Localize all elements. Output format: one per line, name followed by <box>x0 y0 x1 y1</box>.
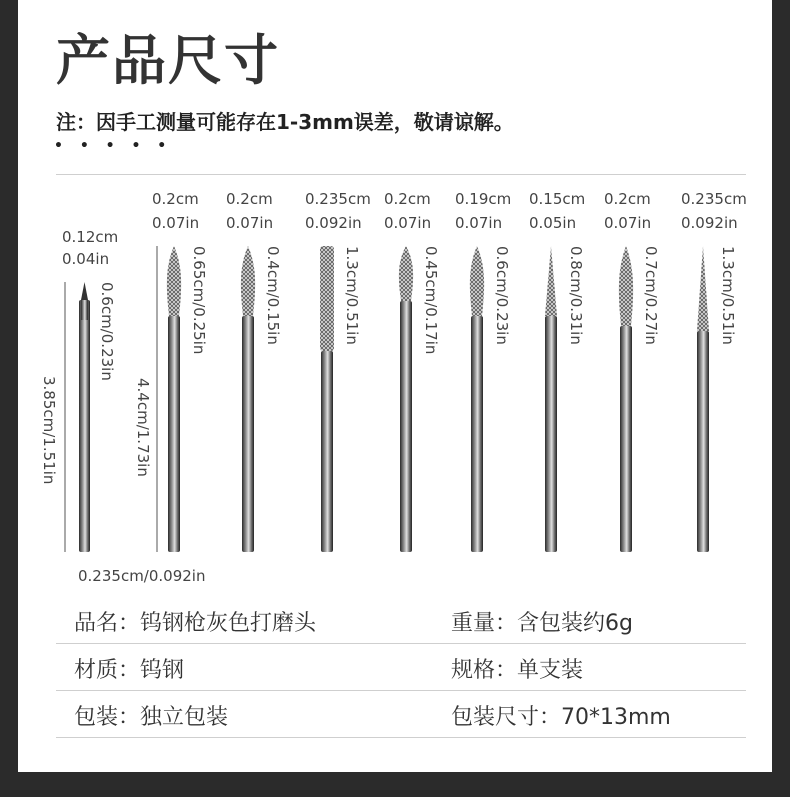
product-name: 品名：钨钢枪灰色打磨头 <box>74 611 317 636</box>
bit-6-diameter-in: 0.05in <box>529 214 577 232</box>
drill-bit-3 <box>320 246 334 552</box>
bit-7-diameter-in: 0.07in <box>604 214 652 232</box>
bit-7-head-length: 0.7cm/0.27in <box>642 246 660 345</box>
bit-3-head-length: 1.3cm/0.51in <box>343 246 361 345</box>
bit-8-diameter-cm: 0.235cm <box>681 190 747 208</box>
spec-row-2 <box>56 645 746 691</box>
drill-bit-7 <box>619 246 633 552</box>
drill-bit-6 <box>545 246 557 552</box>
bit-4-head-length: 0.45cm/0.17in <box>422 246 440 355</box>
drill-bit-2 <box>241 246 255 552</box>
product-package-size: 包装尺寸：70*13mm <box>451 705 671 730</box>
row-divider <box>56 737 746 738</box>
short-bit-tip-in: 0.04in <box>62 250 110 268</box>
bit-2-diameter-cm: 0.2cm <box>226 190 273 208</box>
bit-5-head-length: 0.6cm/0.23in <box>493 246 511 345</box>
short-bit-tip-cm: 0.12cm <box>62 228 119 246</box>
bit-1-diameter-in: 0.07in <box>152 214 200 232</box>
short-bit-total-length: 3.85cm/1.51in <box>40 376 58 485</box>
spec-row-1 <box>56 598 746 644</box>
bit-8-diameter-in: 0.092in <box>681 214 738 232</box>
short-bit-head-length: 0.6cm/0.23in <box>98 282 116 381</box>
drill-bit-8 <box>697 246 709 552</box>
bit-5-diameter-in: 0.07in <box>455 214 503 232</box>
spec-row-3 <box>56 692 746 738</box>
bit-3-diameter-in: 0.092in <box>305 214 362 232</box>
product-package: 包装：独立包装 <box>74 705 229 730</box>
bit-3-diameter-cm: 0.235cm <box>305 190 371 208</box>
long-bit-total-length: 4.4cm/1.73in <box>134 378 152 477</box>
row-divider <box>56 690 746 691</box>
bit-7-diameter-cm: 0.2cm <box>604 190 651 208</box>
bit-6-head-length: 0.8cm/0.31in <box>567 246 585 345</box>
short-bit <box>79 282 90 552</box>
drill-bit-1 <box>167 246 181 552</box>
bit-1-head-length: 0.65cm/0.25in <box>190 246 208 355</box>
measurement-note: 注：因手工测量可能存在1-3mm误差，敬请谅解。 <box>56 110 514 134</box>
drill-bit-5 <box>470 246 484 552</box>
product-material: 材质：钨钢 <box>74 658 185 683</box>
bit-4-diameter-in: 0.07in <box>384 214 432 232</box>
product-spec: 规格：单支装 <box>451 658 584 683</box>
bit-6-diameter-cm: 0.15cm <box>529 190 586 208</box>
bit-8-head-length: 1.3cm/0.51in <box>719 246 737 345</box>
bit-4-diameter-cm: 0.2cm <box>384 190 431 208</box>
bit-1-diameter-cm: 0.2cm <box>152 190 199 208</box>
page-title: 产品尺寸 <box>56 29 280 92</box>
row-divider <box>56 643 746 644</box>
drill-bit-4 <box>399 246 413 552</box>
bit-2-diameter-in: 0.07in <box>226 214 274 232</box>
shank-diameter: 0.235cm/0.092in <box>78 567 206 585</box>
bit-2-head-length: 0.4cm/0.15in <box>264 246 282 345</box>
product-weight: 重量：含包装约6g <box>451 611 633 636</box>
decorative-dots: • • • • • <box>54 138 173 154</box>
bit-5-diameter-cm: 0.19cm <box>455 190 512 208</box>
